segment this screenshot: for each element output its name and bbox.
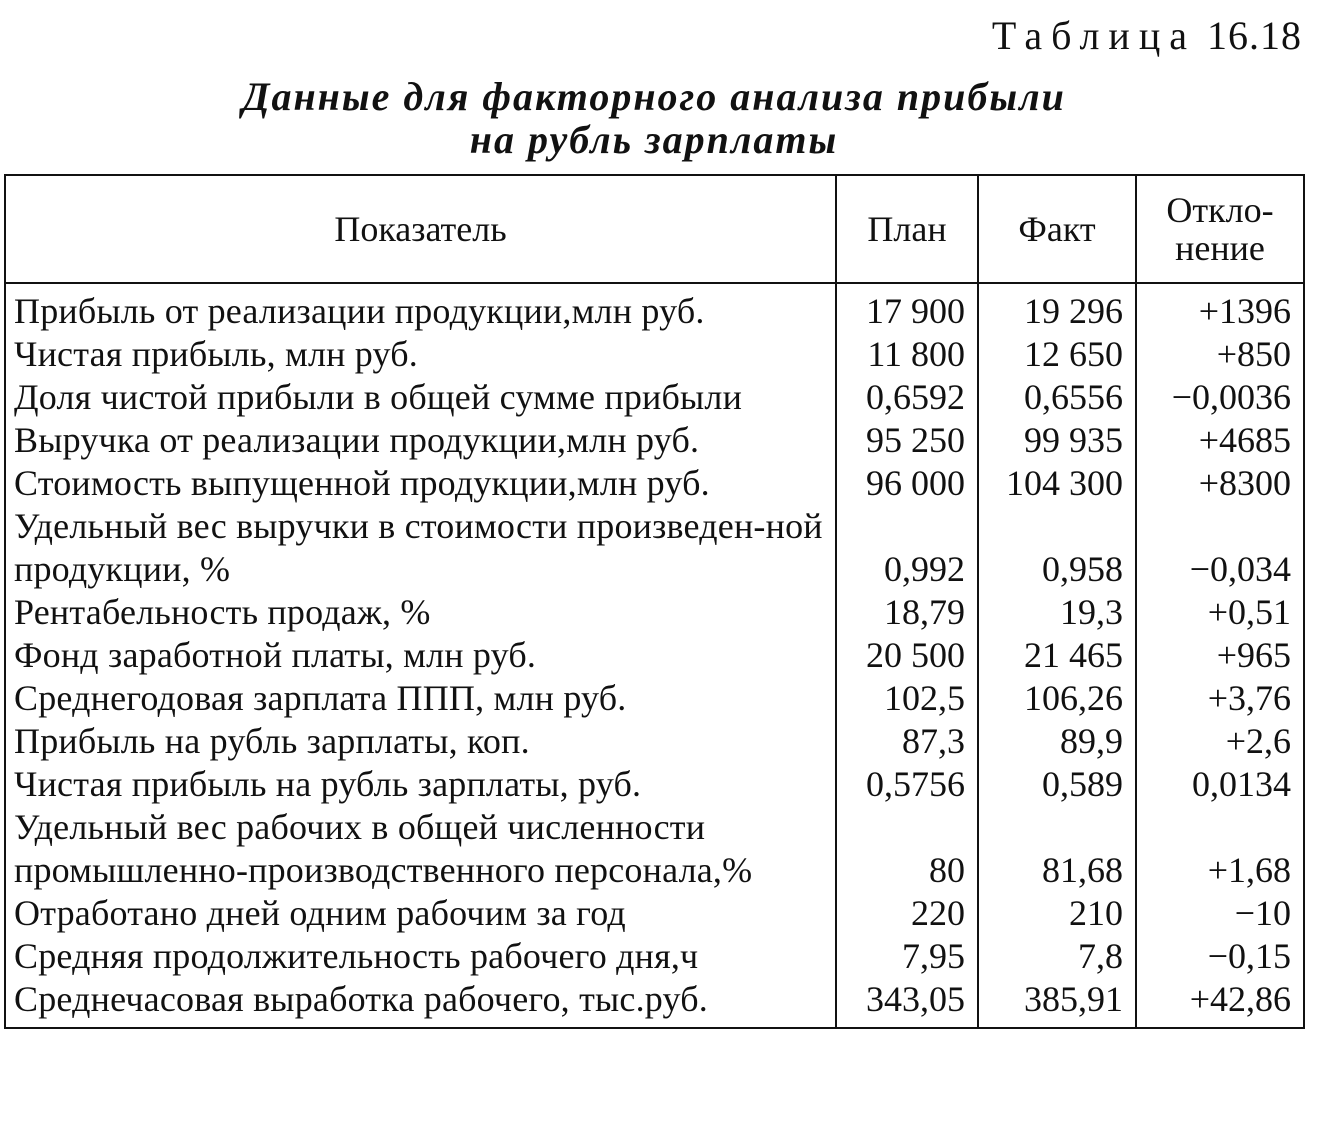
- table-row: [5, 283, 1304, 333]
- indicator-cell: Рентабельность продаж, %: [14, 592, 431, 632]
- indicator-cell: Чистая прибыль на рубль зарплаты, руб.: [14, 764, 642, 804]
- deviation-cell: +2,6: [1136, 720, 1304, 763]
- indicator-cell: Выручка от реализации продукции,млн руб.: [14, 420, 700, 460]
- deviation-cell: −0,034: [1136, 505, 1304, 591]
- table-label-number: 16.18: [1207, 13, 1302, 58]
- deviation-cell: −0,15: [1136, 935, 1304, 978]
- plan-cell: 0,992: [836, 505, 978, 591]
- deviation-cell: +850: [1136, 333, 1304, 376]
- fact-cell: 81,68: [978, 806, 1136, 892]
- fact-cell: 19,3: [978, 591, 1136, 634]
- fact-cell: 0,958: [978, 505, 1136, 591]
- fact-cell: 0,6556: [978, 376, 1136, 419]
- table-row: [5, 634, 1304, 677]
- table-row: [5, 591, 1304, 634]
- fact-cell: 21 465: [978, 634, 1136, 677]
- table-header-row: [5, 175, 1304, 283]
- plan-cell: 11 800: [836, 333, 978, 376]
- deviation-cell: −10: [1136, 892, 1304, 935]
- indicator-cell: Прибыль на рубль зарплаты, коп.: [14, 721, 530, 761]
- plan-cell: 87,3: [836, 720, 978, 763]
- plan-cell: 0,6592: [836, 376, 978, 419]
- table-row: [5, 462, 1304, 505]
- plan-cell: 7,95: [836, 935, 978, 978]
- indicator-cell: Стоимость выпущенной продукции,млн руб.: [14, 463, 710, 503]
- deviation-cell: −0,0036: [1136, 376, 1304, 419]
- plan-cell: 17 900: [836, 283, 978, 333]
- indicator-cell: Фонд заработной платы, млн руб.: [14, 635, 537, 675]
- fact-cell: 99 935: [978, 419, 1136, 462]
- plan-cell: 220: [836, 892, 978, 935]
- deviation-cell: +8300: [1136, 462, 1304, 505]
- indicator-cell: Чистая прибыль, млн руб.: [14, 334, 418, 374]
- table-title-line-2: на рубль зарплаты: [469, 117, 839, 162]
- plan-cell: 18,79: [836, 591, 978, 634]
- factor-analysis-table: [4, 174, 1305, 1029]
- deviation-cell: +3,76: [1136, 677, 1304, 720]
- indicator-cell: Удельный вес выручки в стоимости произведен-ной продукции, %: [14, 506, 823, 589]
- deviation-cell: +965: [1136, 634, 1304, 677]
- fact-cell: 89,9: [978, 720, 1136, 763]
- indicator-cell: Доля чистой прибыли в общей сумме прибыли: [14, 377, 743, 417]
- plan-cell: 20 500: [836, 634, 978, 677]
- plan-cell: 102,5: [836, 677, 978, 720]
- indicator-cell: Среднегодовая зарплата ППП, млн руб.: [14, 678, 627, 718]
- fact-cell: 19 296: [978, 283, 1136, 333]
- table-label-word: Таблица: [991, 13, 1196, 58]
- header-deviation-line-1: Откло-: [1166, 190, 1274, 230]
- fact-cell: 106,26: [978, 677, 1136, 720]
- deviation-cell: +1396: [1136, 283, 1304, 333]
- table-row: [5, 419, 1304, 462]
- table-number-label: [992, 12, 1302, 59]
- header-deviation: [1136, 175, 1304, 283]
- indicator-cell: Среднечасовая выработка рабочего, тыс.руб.: [14, 979, 708, 1019]
- indicator-cell: Прибыль от реализации продукции,млн руб.: [14, 291, 705, 331]
- deviation-cell: 0,0134: [1136, 763, 1304, 806]
- fact-cell: 0,589: [978, 763, 1136, 806]
- header-indicator: Показатель: [5, 175, 836, 283]
- fact-cell: 385,91: [978, 978, 1136, 1028]
- fact-cell: 7,8: [978, 935, 1136, 978]
- table-row: [5, 376, 1304, 419]
- header-deviation-line-2: нение: [1175, 228, 1265, 268]
- indicator-cell: Удельный вес рабочих в общей численности промышленно-производственного персонала,%: [14, 807, 753, 890]
- indicator-cell: Средняя продолжительность рабочего дня,ч: [14, 936, 699, 976]
- table-row: [5, 892, 1304, 935]
- table-row: [5, 720, 1304, 763]
- deviation-cell: +1,68: [1136, 806, 1304, 892]
- deviation-cell: +42,86: [1136, 978, 1304, 1028]
- plan-cell: 95 250: [836, 419, 978, 462]
- plan-cell: 80: [836, 806, 978, 892]
- table-title-line-1: Данные для факторного анализа прибыли: [242, 74, 1066, 119]
- table-row: [5, 763, 1304, 806]
- indicator-cell: Отработано дней одним рабочим за год: [14, 893, 626, 933]
- fact-cell: 210: [978, 892, 1136, 935]
- header-plan: План: [836, 175, 978, 283]
- table-row: [5, 505, 1304, 591]
- fact-cell: 12 650: [978, 333, 1136, 376]
- table-row: [5, 677, 1304, 720]
- table-row: [5, 333, 1304, 376]
- table-row: [5, 935, 1304, 978]
- plan-cell: 343,05: [836, 978, 978, 1028]
- deviation-cell: +4685: [1136, 419, 1304, 462]
- table-row: [5, 978, 1304, 1028]
- plan-cell: 0,5756: [836, 763, 978, 806]
- header-fact: Факт: [978, 175, 1136, 283]
- plan-cell: 96 000: [836, 462, 978, 505]
- fact-cell: 104 300: [978, 462, 1136, 505]
- deviation-cell: +0,51: [1136, 591, 1304, 634]
- table-row: [5, 806, 1304, 892]
